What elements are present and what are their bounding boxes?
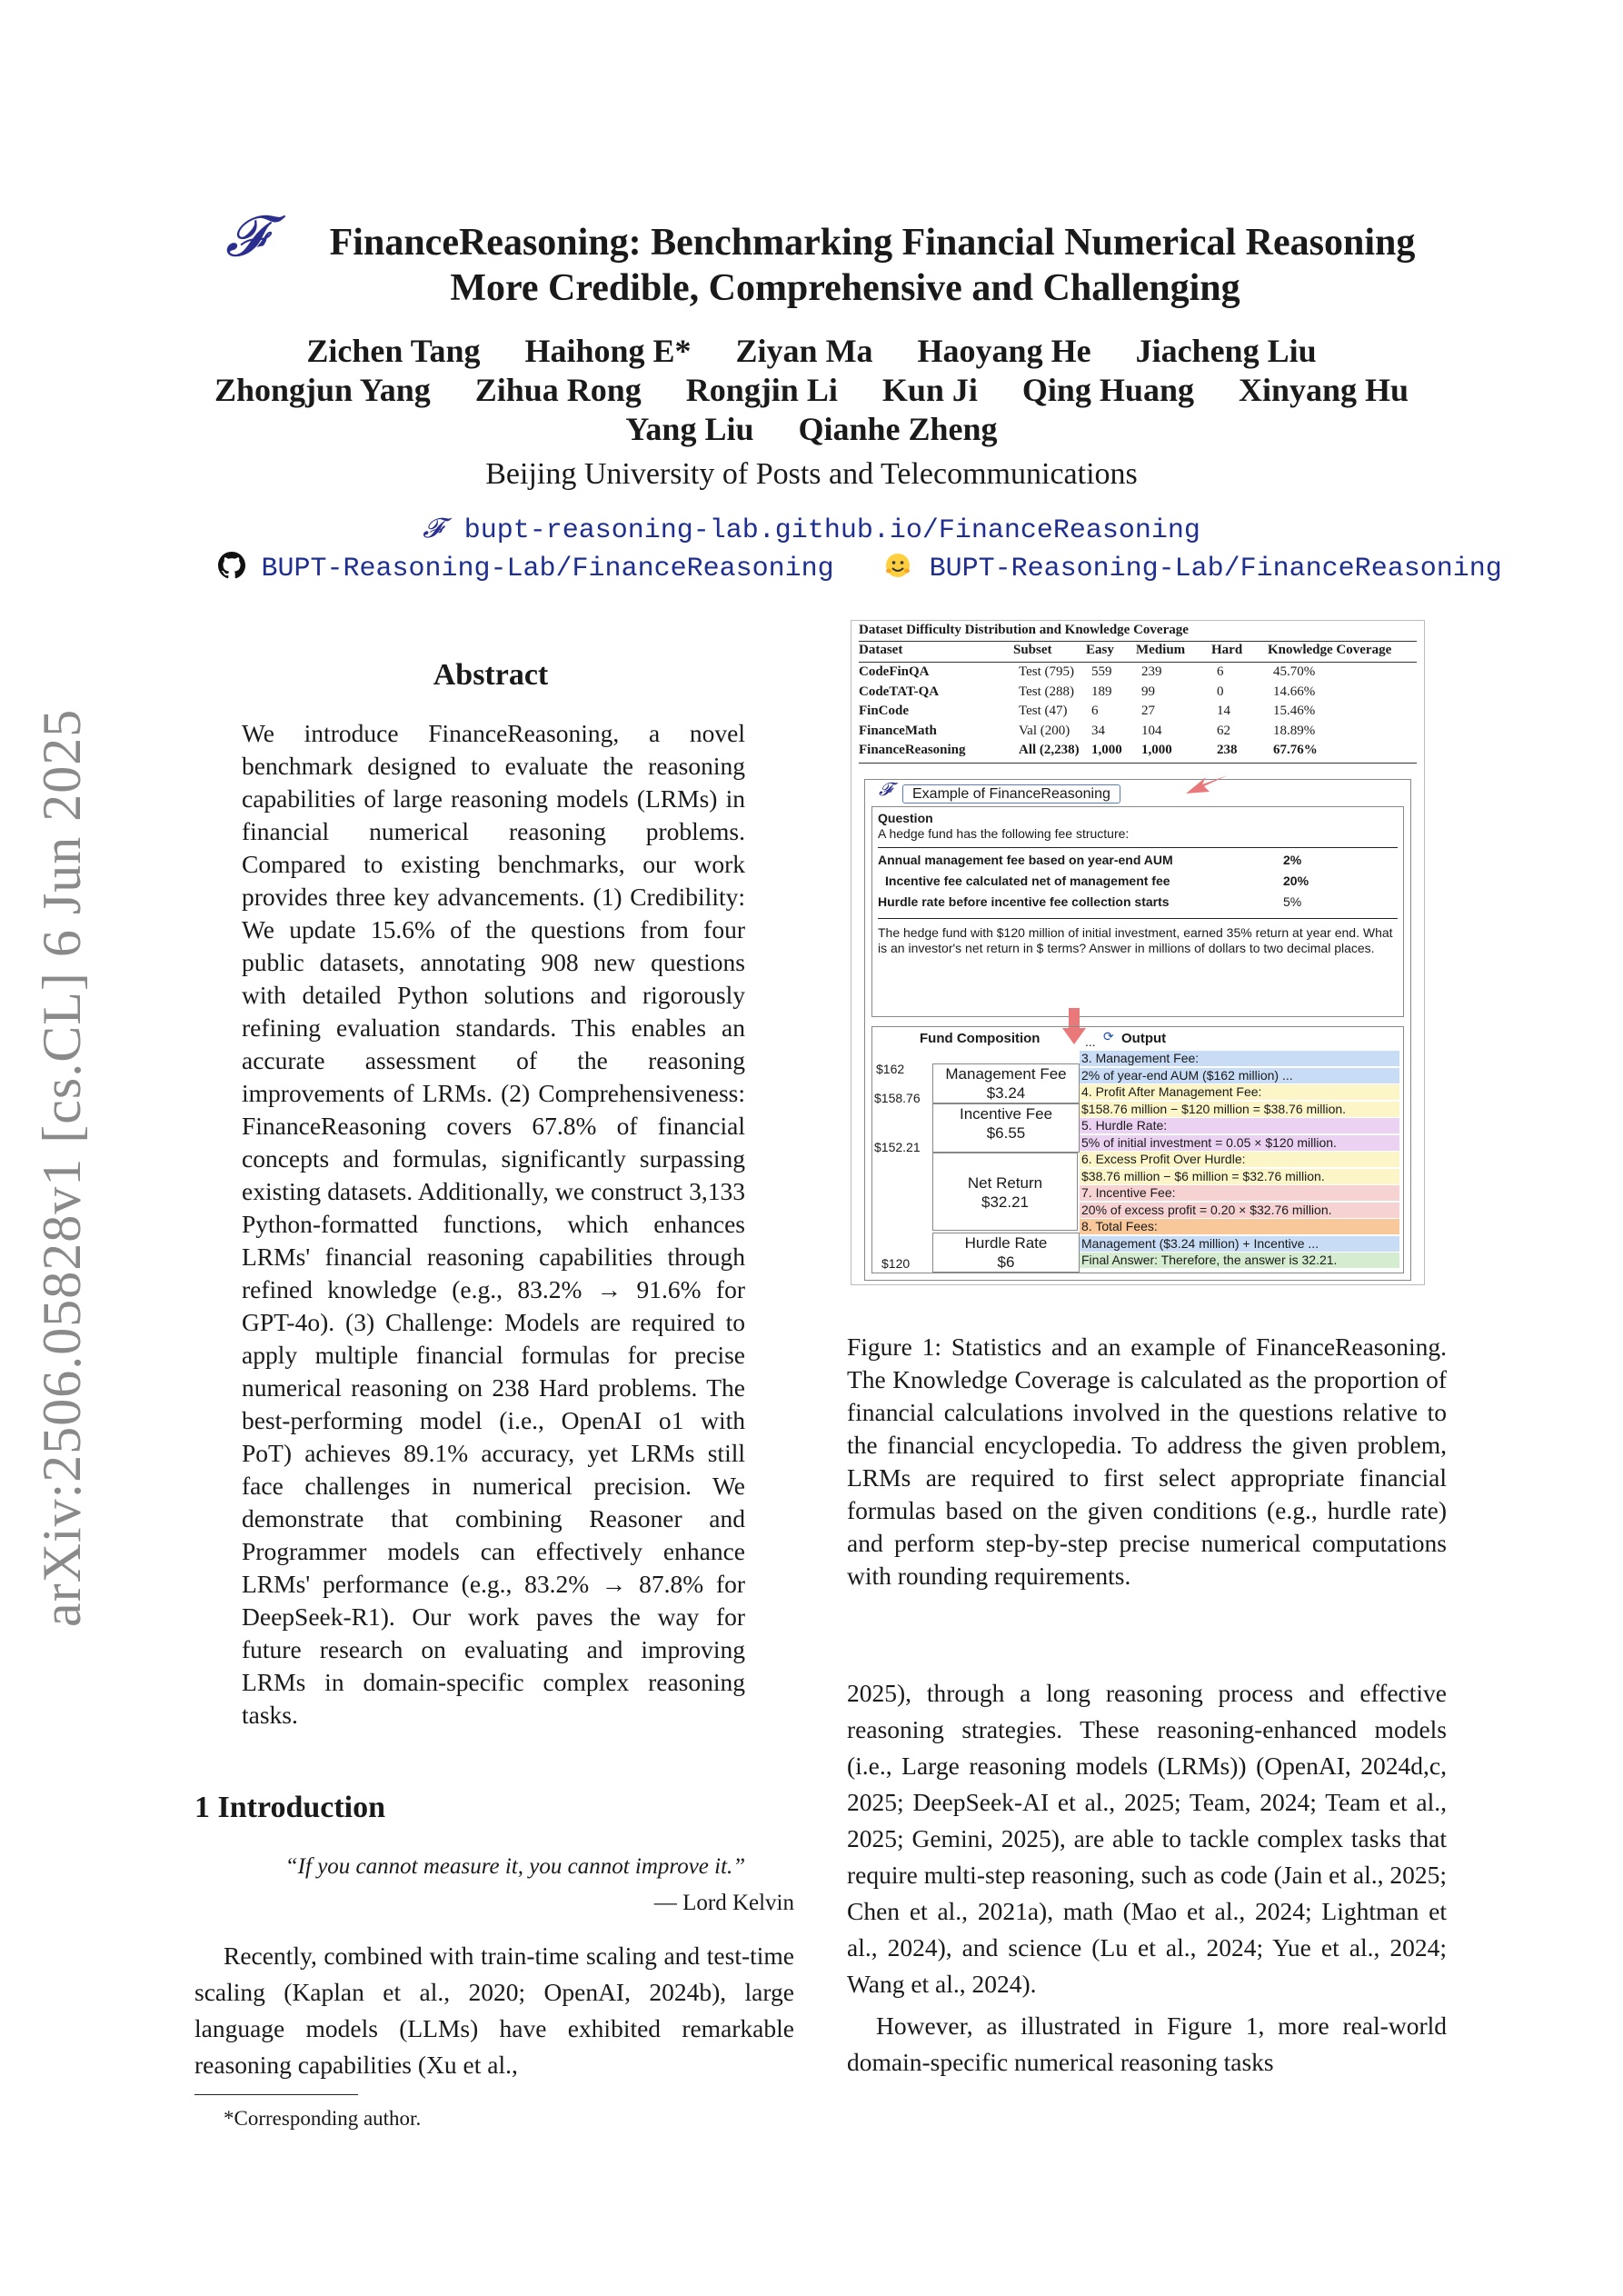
author-name: Xinyang Hu (1238, 372, 1409, 408)
figure-table-row (859, 664, 1417, 684)
figure-caption: Figure 1: Statistics and an example of FinanceReasoning. The Knowledge Coverage is calculated as the proportion of financial calculations involved in the questions relative to the financial encyclopedia. To address the given problem, LRMs are required to first select appropriate financial formulas based on the given conditions (e.g., hurdle rate) and perform step-by-step precise numerical computations with rounding requirements. (847, 1333, 1447, 1590)
block-value: $32.21 (981, 1193, 1029, 1211)
question-intro: A hedge fund has the following fee structure: (878, 826, 1130, 841)
fee-value: 5% (1283, 894, 1302, 909)
abstract-heading: Abstract (433, 658, 549, 692)
example-arrow-icon (1184, 774, 1230, 801)
block-name: Net Return (967, 1174, 1043, 1192)
section-heading-introduction: 1 Introduction (194, 1791, 386, 1824)
financereasoning-logo-icon: 𝓕 (225, 206, 267, 268)
block-name: Incentive Fee (959, 1105, 1053, 1123)
output-step: 2% of year-end AUM ($162 million) ... (1080, 1068, 1399, 1083)
block-value: $6 (997, 1253, 1015, 1271)
table-cell: 0 (1217, 684, 1224, 699)
footnote: *Corresponding author. (224, 2107, 422, 2130)
ellipsis: ... (1085, 1034, 1096, 1049)
table-cell: 14 (1217, 704, 1230, 718)
author-name: Haoyang He (917, 333, 1091, 369)
management-fee-block (932, 1063, 1080, 1103)
fee-label: Hurdle rate before incentive fee collection starts (878, 894, 1170, 909)
output-step: 3. Management Fee: (1080, 1051, 1399, 1066)
huggingface-repo-link[interactable]: BUPT-Reasoning-Lab/FinanceReasoning (929, 554, 1502, 584)
table-cell: 6 (1217, 664, 1224, 679)
figure-1 (851, 620, 1425, 1285)
title-line-2: More Credible, Comprehensive and Challenging (450, 267, 1240, 309)
author-name: Zichen Tang (306, 333, 481, 369)
github-repo-link[interactable]: BUPT-Reasoning-Lab/FinanceReasoning (261, 554, 834, 584)
table-cell: 559 (1091, 664, 1112, 679)
author-name: Rongjin Li (685, 372, 838, 408)
output-step: 20% of excess profit = 0.20 × $32.76 million. (1080, 1203, 1399, 1218)
table-cell: 18.89% (1273, 723, 1316, 738)
fee-value: 20% (1283, 873, 1309, 888)
figure-table-header (859, 643, 1417, 663)
fund-composition-label: Fund Composition (920, 1031, 1041, 1046)
example-label: Example of FinanceReasoning (902, 784, 1120, 804)
table-cell: Val (200) (1019, 723, 1070, 738)
table-cell: 1,000 (1091, 743, 1122, 757)
abstract-text: We introduce FinanceReasoning, a novel benchmark designed to evaluate the reasoning capabilities of large reasoning models (LRMs) in financial numerical reasoning problems. Compared to existing benchmarks, our work provides three key advancements. (1) Credibility: We update 15.6% of the questions from four public datasets, annotating 908 new questions with detailed Python solutions and rigorously refining evaluation standards. This enables an accurate assessment of the reasoning improvements of LRMs. (2) Comprehensiveness: FinanceReasoning covers 67.8% of financial concepts and formulas, significantly surpassing existing datasets. Additionally, we construct 3,133 Python-formatted functions, which enhances LRMs' financial reasoning capabilities through refined knowledge (e.g., 83.2% → 91.6% for GPT-4o). (3) Challenge: Models are required to apply multiple financial formulas for precise numerical reasoning on 238 Hard problems. The best-performing model (i.e., OpenAI o1 with PoT) achieves 89.1% accuracy, yet LRMs still face challenges in numerical precision. We demonstrate that combining Reasoner and Programmer models can effectively enhance LRMs' performance (e.g., 83.2% → 87.8% for DeepSeek-R1). Our work paves the way for future research on evaluating and improving LRMs in domain-specific complex reasoning tasks. (242, 719, 745, 1729)
project-site-link[interactable]: bupt-reasoning-lab.github.io/FinanceReasoning (463, 515, 1200, 546)
table-cell: 104 (1141, 723, 1162, 738)
fee-table (878, 853, 1398, 915)
axis-label: $120 (881, 1256, 911, 1271)
table-cell: 67.76% (1273, 743, 1318, 757)
site-logo-icon: 𝓕 (423, 514, 443, 544)
col-header: Easy (1086, 643, 1114, 657)
question-panel (871, 806, 1404, 1017)
output-step: Management ($3.24 million) + Incentive ... (1080, 1236, 1399, 1252)
epigraph-author: — Lord Kelvin (653, 1891, 794, 1915)
project-site-line (182, 514, 1441, 546)
output-step: 6. Excess Profit Over Hurdle: (1080, 1152, 1399, 1167)
col-header: Knowledge Coverage (1268, 643, 1392, 657)
table-cell: 34 (1091, 723, 1105, 738)
huggingface-icon (884, 552, 911, 586)
net-return-block (932, 1153, 1078, 1231)
output-step: 4. Profit After Management Fee: (1080, 1084, 1399, 1100)
figure-table-row (859, 684, 1417, 704)
block-name: Hurdle Rate (964, 1234, 1048, 1252)
author-name: Haihong E* (524, 333, 692, 369)
output-step: 5% of initial investment = 0.05 × $120 million. (1080, 1135, 1399, 1151)
table-cell: 189 (1091, 684, 1112, 699)
authors-line-3 (182, 410, 1441, 448)
author-name: Zihua Rong (474, 372, 642, 408)
table-cell: CodeFinQA (859, 664, 930, 679)
author-name: Qing Huang (1021, 372, 1194, 408)
intro-left-paragraph: Recently, combined with train-time scaling and test-time scaling (Kaplan et al., 2020; OpenAI, 2024b), large language models (LLMs) have exhibited remarkable reasoning capabilities (Xu et al., (194, 1942, 794, 2079)
table-cell: FinanceMath (859, 723, 937, 738)
table-cell: 1,000 (1141, 743, 1172, 757)
block-value: $6.55 (986, 1124, 1026, 1142)
output-step: 7. Incentive Fee: (1080, 1185, 1399, 1201)
table-cell: Test (795) (1019, 664, 1075, 679)
table-cell: Test (47) (1019, 704, 1068, 718)
authors-line-1 (182, 332, 1441, 370)
output-icon: ⟳ (1103, 1029, 1114, 1043)
table-cell: 27 (1141, 704, 1155, 718)
figure-table-row (859, 743, 1417, 763)
table-cell: 15.46% (1273, 704, 1316, 718)
block-name: Management Fee (945, 1065, 1067, 1083)
table-cell: FinCode (859, 704, 910, 718)
block-value: $3.24 (986, 1084, 1026, 1102)
footnote-rule (194, 2094, 358, 2095)
fee-label: Incentive fee calculated net of management fee (885, 873, 1170, 888)
axis-label: $152.21 (874, 1140, 921, 1154)
incentive-fee-block (932, 1103, 1080, 1153)
author-name: Ziyan Ma (735, 333, 873, 369)
paper-title (209, 220, 1481, 311)
hurdle-rate-block (932, 1233, 1080, 1273)
table-cell: 6 (1091, 704, 1099, 718)
axis-label: $162 (876, 1062, 905, 1076)
output-step: $158.76 million − $120 million = $38.76 million. (1080, 1102, 1399, 1117)
author-name: Jiacheng Liu (1135, 333, 1317, 369)
fee-value: 2% (1283, 853, 1302, 867)
question-text: The hedge fund with $120 million of initial investment, earned 35% return at year end. What is an investor's net return in $ terms? Answer in millions of dollars to two decimal places. (878, 925, 1393, 955)
example-logo-icon: 𝓕 (879, 780, 892, 800)
github-icon (218, 552, 245, 586)
author-name: Qianhe Zheng (798, 411, 998, 447)
author-name: Zhongjun Yang (214, 372, 431, 408)
table-cell: FinanceReasoning (859, 743, 966, 757)
intro-right-paragraph: 2025), through a long reasoning process and effective reasoning strategies. These reasoning-enhanced models (i.e., Large reasoning models (LRMs)) (OpenAI, 2024d,c, 2025; DeepSeek-AI et al., 2025; Team, 2024; Team et al., 2025; Gemini, 2025), are able to tackle complex tasks that require multi-step reasoning, such as code (Jain et al., 2025; Chen et al., 2021a), math (Mao et al., 2024; Lightman et al., 2024), and science (Lu et al., 2024; Yue et al., 2024; Wang et al., 2024). (847, 1679, 1447, 1998)
author-name: Kun Ji (881, 372, 978, 408)
epigraph-quote: “If you cannot measure it, you cannot improve it.” (284, 1854, 746, 1879)
output-step: $38.76 million − $6 million = $32.76 million. (1080, 1169, 1399, 1184)
affiliation: Beijing University of Posts and Telecommunications (485, 457, 1138, 491)
author-name: Yang Liu (625, 411, 754, 447)
solution-panel (871, 1026, 1404, 1273)
table-cell: 99 (1141, 684, 1155, 699)
col-header: Hard (1211, 643, 1243, 657)
arxiv-sidebar-stamp: arXiv:2506.05828v1 [cs.CL] 6 Jun 2025 (32, 708, 92, 1627)
axis-label: $158.76 (874, 1091, 921, 1105)
output-step: 5. Hurdle Rate: (1080, 1118, 1399, 1133)
table-cell: 45.70% (1273, 664, 1316, 679)
col-header: Subset (1013, 643, 1052, 657)
table-cell: CodeTAT-QA (859, 684, 940, 699)
col-header: Medium (1136, 643, 1186, 657)
figure-table-title: Dataset Difficulty Distribution and Knowledge Coverage (859, 623, 1189, 637)
question-label: Question (878, 811, 933, 825)
table-cell: All (2,238) (1019, 743, 1080, 757)
table-cell: 239 (1141, 664, 1162, 679)
fee-label: Annual management fee based on year-end AUM (878, 853, 1173, 867)
title-line-1: FinanceReasoning: Benchmarking Financial Numerical Reasoning (329, 222, 1416, 264)
figure-table-row (859, 724, 1417, 744)
figure-table-row (859, 704, 1417, 724)
output-step: 8. Total Fees: (1080, 1219, 1399, 1234)
col-header: Dataset (859, 643, 903, 657)
table-cell: Test (288) (1019, 684, 1075, 699)
table-cell: 62 (1217, 723, 1230, 738)
table-cell: 238 (1217, 743, 1238, 757)
repo-links-line (218, 552, 1502, 586)
output-label: Output (1121, 1031, 1167, 1046)
authors-line-2 (182, 371, 1441, 409)
output-step: Final Answer: Therefore, the answer is 32.21. (1080, 1253, 1399, 1268)
intro-right-paragraph-2: However, as illustrated in Figure 1, more real-world domain-specific numerical reasoning tasks (847, 2011, 1447, 2076)
intro-right-column (847, 1675, 1447, 2081)
output-steps (1080, 1051, 1399, 1271)
table-cell: 14.66% (1273, 684, 1316, 699)
